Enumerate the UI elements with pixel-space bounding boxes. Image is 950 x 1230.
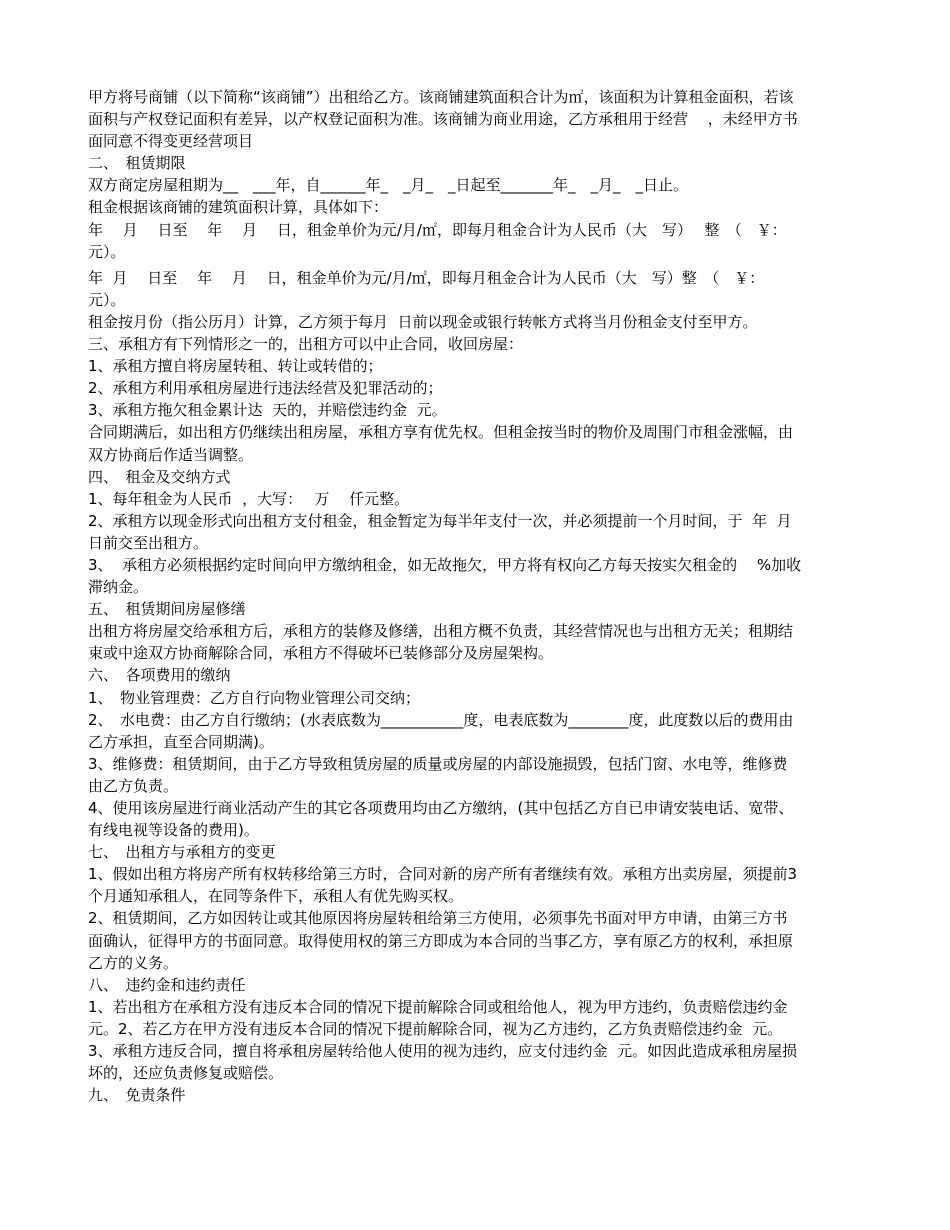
section-heading-exemption: 九、 免责条件 — [88, 1086, 186, 1105]
section-heading-breach: 八、 违约金和违约责任 — [88, 975, 246, 994]
text-line: 合同期满后，如出租方仍继续出租房屋，承租方享有优先权。但租金按当时的物价及周围门市租金涨幅，由 — [88, 423, 794, 442]
list-item: 2、租赁期间，乙方如因转让或其他原因将房屋转租给第三方使用，必须事先书面对甲方申请，由第三方书 — [88, 909, 788, 928]
section-heading-rent-payment: 四、 租金及交纳方式 — [88, 467, 231, 486]
text-line: 双方商定房屋租期为__ ___年，自______年_ _月_ _日起至_______年_ _月_ _日止。 — [88, 176, 689, 195]
list-item: 4、使用该房屋进行商业活动产生的其它各项费用均由乙方缴纳，(其中包括乙方自已申请安装电话、宽带、 — [88, 799, 794, 817]
list-item: 1、承租方擅自将房屋转租、转让或转借的； — [88, 357, 383, 376]
list-item: 2、 水电费：由乙方自行缴纳；(水表底数为___________度，电表底数为________度，此度数以后的费用由 — [88, 710, 794, 729]
list-item: 2、承租方利用承租房屋进行违法经营及犯罪活动的； — [88, 379, 443, 398]
text-line: 租金根据该商铺的建筑面积计算，具体如下： — [88, 198, 389, 217]
text-line: 甲方将号商铺（以下简称“该商铺”）出租给乙方。该商铺建筑面积合计为㎡，该面积为计算租金面积，若该 — [88, 88, 794, 106]
text-line: 元。2、若乙方在甲方没有违反本合同的情况下提前解除合同，视为乙方违约，乙方负责赔偿违约金 元。 — [88, 1019, 783, 1038]
section-heading-changes: 七、 出租方与承租方的变更 — [88, 843, 276, 862]
text-line: 有线电视等设备的费用)。 — [88, 821, 259, 840]
text-line: 面同意不得变更经营项目 — [88, 132, 254, 151]
text-line: 面确认，征得甲方的书面同意。取得使用权的第三方即成为本合同的当事乙方，享有原乙方的权利，承担原 — [88, 931, 794, 950]
list-item: 2、承租方以现金形式向出租方支付租金，租金暂定为每半年支付一次，并必须提前一个月时间，于 年 月 — [88, 511, 792, 530]
text-line: 乙方承担，直至合同期满)。 — [88, 732, 274, 751]
section-heading-repairs: 五、 租赁期间房屋修缮 — [88, 600, 246, 619]
section-heading-lease-term: 二、 租赁期限 — [88, 154, 186, 173]
text-line: 元）。 — [88, 290, 126, 309]
text-line: 由乙方负责。 — [88, 776, 179, 795]
text-line: 年 月 日至 年 月 日，租金单价为元/月/㎡，即每月租金合计为人民币（大 写） 整 （ ￥： — [88, 220, 787, 239]
text-line: 乙方的义务。 — [88, 953, 179, 972]
text-line: 束或中途双方协商解除合同，承租方不得破坏已装修部分及房屋架构。 — [88, 644, 554, 663]
text-line: 年 月 日至 年 月 日，租金单价为元/月/㎡，即每月租金合计为人民币（大 写）整 （ ￥： — [88, 268, 765, 287]
text-line: 坏的，还应负责修复或赔偿。 — [88, 1064, 284, 1083]
text-line: 滞纳金。 — [88, 578, 149, 597]
text-line: 元）。 — [88, 242, 126, 261]
list-item: 1、若出租方在承租方没有违反本合同的情况下提前解除合同或租给他人，视为甲方违约，负责赔偿违约金 — [88, 997, 788, 1016]
list-item: 3、维修费：租赁期间，由于乙方导致租赁房屋的质量或房屋的内部设施损毁，包括门窗、水电等，维修费 — [88, 754, 788, 773]
list-item: 3、 承租方必须根据约定时间向甲方缴纳租金，如无故拖欠，甲方将有权向乙方每天按实欠租金的 %加收 — [88, 555, 802, 574]
section-heading-fees: 六、 各项费用的缴纳 — [88, 666, 231, 685]
text-line: 租金按月份（指公历月）计算，乙方须于每月 日前以现金或银行转帐方式将当月份租金支付至甲方。 — [88, 312, 758, 331]
text-line: 双方协商后作适当调整。 — [88, 445, 254, 464]
text-line: 面积与产权登记面积有差异，以产权登记面积为准。该商铺为商业用途，乙方承租用于经营 ，未经甲方书 — [88, 110, 798, 129]
list-item: 3、承租方拖欠租金累计达 天的，并赔偿违约金 元。 — [88, 401, 447, 420]
list-item: 1、假如出租方将房产所有权转移给第三方时，合同对新的房产所有者继续有效。承租方出卖房屋，须提前3 — [88, 865, 798, 884]
list-item: 1、 物业管理费：乙方自行向物业管理公司交纳； — [88, 688, 421, 707]
text-line: 个月通知承租人，在同等条件下，承租人有优先购买权。 — [88, 887, 464, 906]
text-line: 出租方将房屋交给承租方后，承租方的装修及修缮，出租方概不负责，其经营情况也与出租方无关；租期结 — [88, 622, 794, 641]
text-line: 日前交至出租方。 — [88, 533, 209, 552]
list-item: 3、承租方违反合同，擅自将承租房屋转给他人使用的视为违约，应支付违约金 元。如因此造成承租房屋损 — [88, 1042, 798, 1061]
contract-document — [88, 86, 870, 1106]
section-heading-termination: 三、承租方有下列情形之一的，出租方可以中止合同，收回房屋： — [88, 335, 524, 354]
list-item: 1、每年租金为人民币 ，大写： 万 仟元整。 — [88, 489, 410, 508]
